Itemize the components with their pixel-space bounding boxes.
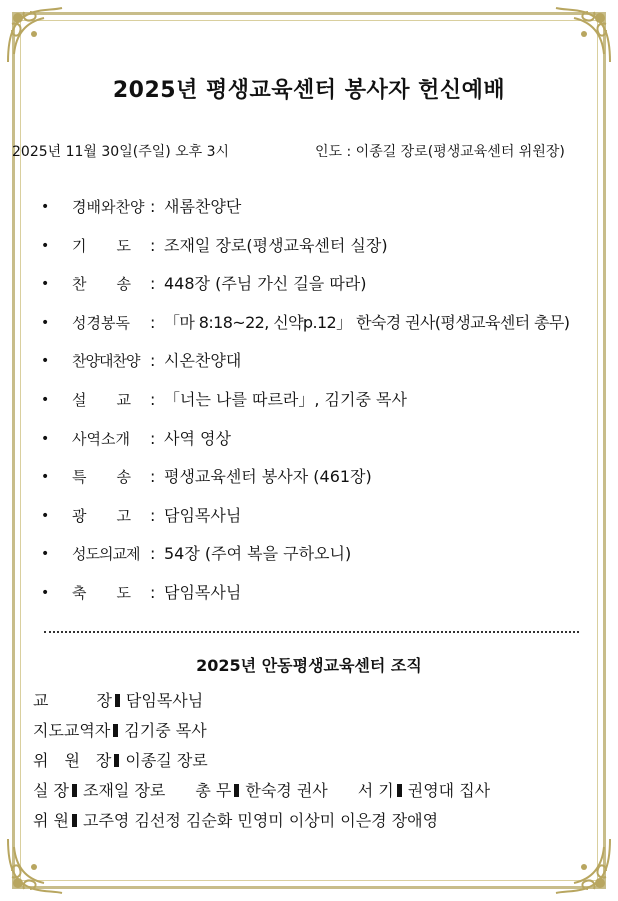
page-title: 2025년 평생교육센터 봉사자 헌신예배 — [112, 78, 506, 103]
colon: : — [150, 235, 156, 255]
org-role: 지도교역자 — [33, 721, 111, 740]
org-names: 조재일 장로 — [83, 781, 166, 800]
corner-ornament-icon — [552, 4, 614, 66]
org-role: 위 원 장 — [33, 751, 112, 770]
program-item-label: 경배와찬양 — [72, 198, 145, 216]
bullet-icon: • — [41, 430, 50, 447]
bullet-icon: • — [41, 546, 50, 563]
program-item — [0, 576, 618, 615]
program-item — [0, 344, 618, 383]
program-item-label: 찬양대찬양 — [72, 352, 140, 371]
bullet-icon: • — [41, 199, 50, 215]
program-item — [0, 537, 618, 576]
program-item — [0, 383, 618, 422]
marker-icon — [72, 814, 77, 827]
org-names: 김기중 목사 — [124, 721, 207, 740]
program-item — [0, 229, 618, 268]
bullet-icon: • — [41, 353, 50, 370]
program-item-label: 기 도 — [72, 236, 131, 255]
bullet-icon: • — [41, 314, 50, 331]
service-leader: 인도 : 이종길 장로(평생교육센터 위원장) — [315, 144, 565, 160]
marker-icon — [72, 784, 77, 797]
org-row — [33, 688, 203, 711]
org-role: 총 무 — [195, 781, 232, 800]
org-names: 이종길 장로 — [125, 751, 208, 770]
program-item-value: 시온찬양대 — [164, 351, 242, 371]
org-row — [33, 778, 490, 801]
program-item-value: 사역 영상 — [164, 428, 231, 448]
org-names: 권영대 집사 — [407, 781, 491, 800]
colon: : — [150, 505, 156, 525]
dotted-divider — [44, 631, 579, 633]
program-item — [0, 306, 618, 345]
marker-icon — [234, 784, 239, 797]
program-item-label: 축 도 — [72, 583, 131, 602]
colon: : — [150, 544, 156, 564]
colon: : — [150, 389, 156, 409]
colon: : — [150, 582, 156, 602]
org-role: 교 장 — [33, 691, 112, 710]
org-row — [33, 718, 207, 741]
bullet-icon: • — [41, 276, 50, 293]
org-role: 위 원 — [33, 811, 69, 830]
service-program — [0, 190, 618, 615]
program-item-value: 조재일 장로(평생교육센터 실장) — [164, 235, 388, 255]
org-names: 담임목사님 — [125, 691, 204, 710]
org-role: 서 기 — [357, 781, 394, 800]
bullet-icon: • — [41, 237, 50, 254]
marker-icon — [114, 754, 119, 767]
colon: : — [150, 197, 156, 216]
program-item — [0, 267, 618, 306]
marker-icon — [397, 784, 402, 797]
colon: : — [150, 351, 156, 371]
org-role: 실 장 — [33, 781, 69, 800]
colon: : — [150, 312, 156, 332]
colon: : — [150, 274, 156, 294]
bullet-icon: • — [41, 584, 50, 601]
org-names: 고주영 김선정 김순화 민영미 이상미 이은경 장애영 — [83, 811, 439, 830]
colon: : — [150, 467, 156, 487]
marker-icon — [115, 694, 120, 707]
program-item-label: 광 고 — [72, 506, 131, 525]
program-item-label: 설 교 — [72, 390, 131, 409]
org-row — [33, 808, 438, 831]
program-item — [0, 499, 618, 538]
service-date-time: 2025년 11월 30일(주일) 오후 3시 — [12, 144, 230, 160]
program-item-value: 담임목사님 — [164, 505, 242, 525]
corner-ornament-icon — [4, 4, 66, 66]
program-item-value: 54장 (주여 복을 구하오니) — [164, 544, 352, 564]
corner-ornament-icon — [4, 835, 66, 897]
organization-title: 2025년 안동평생교육센터 조직 — [196, 656, 422, 675]
marker-icon — [113, 724, 118, 737]
program-item — [0, 190, 618, 229]
bullet-icon: • — [41, 507, 50, 524]
program-item-value: 평생교육센터 봉사자 (461장) — [164, 467, 372, 487]
program-item-value: 새롬찬양단 — [164, 197, 242, 216]
program-item — [0, 422, 618, 461]
program-item-value: 「너는 나를 따르라」, 김기중 목사 — [164, 389, 407, 409]
program-item-label: 특 송 — [72, 468, 131, 487]
bullet-icon: • — [41, 469, 50, 486]
program-item-value: 448장 (주님 가신 길을 따라) — [164, 274, 367, 294]
program-item-label: 찬 송 — [72, 275, 131, 294]
org-names: 한숙경 권사 — [245, 781, 328, 800]
program-item-value: 「마 8:18~22, 신약p.12」 한숙경 권사(평생교육센터 총무) — [164, 312, 570, 332]
org-row — [33, 748, 208, 771]
program-item-value: 담임목사님 — [164, 582, 242, 602]
program-item-label: 성경봉독 — [72, 313, 130, 332]
program-item — [0, 460, 618, 499]
corner-ornament-icon — [552, 835, 614, 897]
program-item-label: 성도의교제 — [72, 545, 140, 564]
colon: : — [150, 428, 156, 448]
bullet-icon: • — [41, 391, 50, 408]
program-item-label: 사역소개 — [72, 429, 130, 448]
